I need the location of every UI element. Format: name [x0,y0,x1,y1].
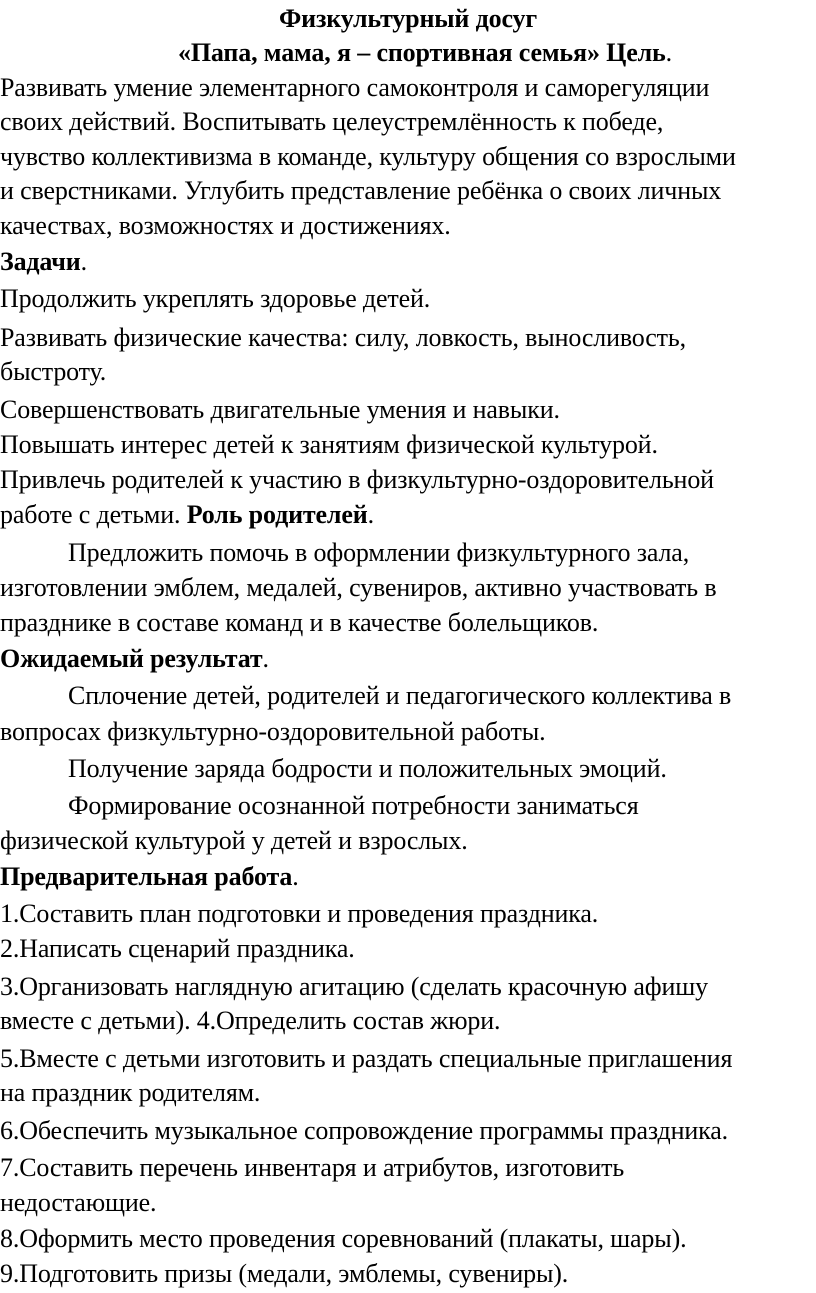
prep-item: 6.Обеспечить музыкальное сопровождение программы праздника. [0,1116,728,1145]
prep-item: 9.Подготовить призы (медали, эмблемы, сувениры). [0,1259,569,1288]
task-item: Продолжить укреплять здоровье детей. [0,284,431,313]
prep-item: на праздник родителям. [0,1078,261,1107]
prep-item: 5.Вместе с детьми изготовить и раздать специальные приглашения [0,1044,733,1073]
prep-item: 8.Оформить место проведения соревнований (плакаты, шары). [0,1224,687,1253]
task-item-with-parents-heading: работе с детьми. Роль родителей. [0,500,374,529]
result-line: Сплочение детей, родителей и педагогического коллектива в [68,681,732,710]
prep-item: 3.Организовать наглядную агитацию (сделать красочную афишу [0,972,708,1001]
task-item: Привлечь родителей к участию в физкультурно-оздоровительной [0,465,714,494]
prep-item: 2.Написать сценарий праздника. [0,934,355,963]
goal-line: чувство коллективизма в команде, культуру общения со взрослыми [0,142,736,171]
parents-line: Предложить помочь в оформлении физкультурного зала, [68,538,690,567]
goal-line: Развивать умение элементарного самоконтроля и саморегуляции [0,73,710,102]
prep-item: 7.Составить перечень инвентаря и атрибутов, изготовить [0,1153,625,1182]
prep-item: недостающие. [0,1188,157,1217]
document-title: Физкультурный досуг [278,4,538,33]
goal-line: качествах, возможностях и достижениях. [0,211,451,240]
parents-line: изготовлении эмблем, медалей, сувениров, активно участвовать в [0,573,717,602]
parents-heading: Роль родителей [186,500,368,529]
prep-heading: Предварительная работа. [0,862,299,891]
document-subtitle: «Папа, мама, я – спортивная семья» Цель. [178,38,673,67]
result-heading: Ожидаемый результат. [0,644,269,673]
task-item: Развивать физические качества: силу, ловкость, выносливость, [0,323,686,352]
result-line: Формирование осознанной потребности заниматься [68,791,639,820]
tasks-heading: Задачи. [0,247,87,276]
task-item: Повышать интерес детей к занятиям физической культурой. [0,430,658,459]
goal-line: и сверстниками. Углубить представление ребёнка о своих личных [0,176,722,205]
result-line: вопросах физкультурно-оздоровительной работы. [0,717,546,746]
task-item: быстроту. [0,357,107,386]
result-line: физической культурой у детей и взрослых. [0,826,468,855]
goal-line: своих действий. Воспитывать целеустремлённость к победе, [0,107,664,136]
prep-item: 1.Составить план подготовки и проведения праздника. [0,899,599,928]
task-item: Совершенствовать двигательные умения и навыки. [0,395,560,424]
result-line: Получение заряда бодрости и положительных эмоций. [68,754,667,783]
parents-line: празднике в составе команд и в качестве болельщиков. [0,608,599,637]
goal-label: Цель [606,38,666,67]
prep-item: вместе с детьми). 4.Определить состав жюри. [0,1006,501,1035]
